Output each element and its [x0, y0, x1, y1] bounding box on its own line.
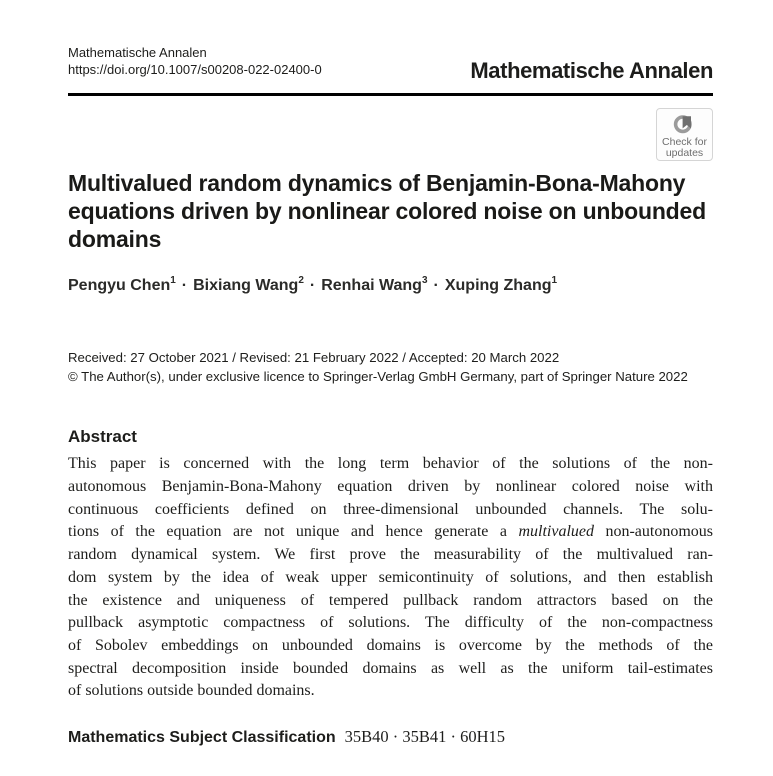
- author-name: Pengyu Chen$^1$: [68, 275, 176, 295]
- msc-line: [68, 727, 713, 747]
- article-title: Multivalued random dynamics of Benjamin-Bona-Mahony equations driven by nonlinear colored noise on unbounded domains: [68, 170, 706, 252]
- abstract-line: random dynamical system. We first prove the measurability of the multivalued ran-: [68, 546, 713, 564]
- abstract-line: pullback asymptotic compactness of solutions. The difficulty of the non-compactness: [68, 614, 713, 632]
- authors-line: [68, 271, 713, 297]
- affiliation-mark: 2: [298, 275, 304, 286]
- author-separator: ·: [181, 277, 188, 295]
- abstract-line: This paper is concerned with the long term behavior of the solutions of the non-: [68, 455, 713, 473]
- header-left: [68, 44, 322, 78]
- page-content: [68, 44, 713, 747]
- badge-row: [68, 108, 713, 161]
- doi-link[interactable]: https://doi.org/10.1007/s00208-022-02400-0: [68, 62, 322, 77]
- msc-label: Mathematics Subject Classification: [68, 729, 336, 747]
- author-separator: ·: [433, 277, 439, 295]
- abstract-line: tions of the equation are not unique and hence generate a multivalued non-autonomous: [68, 523, 714, 541]
- author-name: Xuping Zhang$^1$: [444, 275, 558, 295]
- affiliation-mark: 3: [421, 275, 428, 286]
- copyright-line: © The Author(s), under exclusive licence to Springer-Verlag GmbH Germany, part of Springer Nature 2022: [68, 368, 688, 384]
- abstract-line: of solutions outside bounded domains.: [68, 682, 315, 700]
- received-revised-accepted: Received: 27 October 2021 / Revised: 21 February 2022 / Accepted: 20 March 2022: [68, 350, 560, 366]
- badge-label: Check for updates: [662, 135, 707, 159]
- affiliation-mark: 1: [170, 275, 176, 286]
- abstract-line: dom system by the idea of weak upper semicontinuity of solutions, and then establish: [68, 568, 713, 586]
- author-separator: ·: [309, 277, 316, 295]
- header-divider-rule: [68, 93, 713, 96]
- abstract-line: of Sobolev embeddings on unbounded domains is overcome by the methods of the: [68, 636, 713, 654]
- abstract-line: continuous coefficients defined on three-dimensional unbounded channels. The solu-: [68, 500, 713, 518]
- crossmark-icon: [672, 112, 697, 136]
- check-for-updates-badge[interactable]: [656, 108, 713, 161]
- journal-name-small: Mathematische Annalen: [68, 45, 207, 60]
- abstract-line: autonomous Benjamin-Bona-Mahony equation driven by nonlinear colored noise with: [68, 478, 713, 496]
- author-name: Renhai Wang$^3$: [321, 275, 428, 295]
- author-name: Bixiang Wang$^2$: [193, 275, 304, 295]
- page-header: [68, 44, 713, 83]
- abstract-heading: Abstract: [68, 427, 137, 447]
- article-history: [68, 349, 713, 386]
- abstract-line: spectral decomposition inside bounded domains as well as the uniform tail-estimates: [68, 659, 713, 677]
- abstract-body: [68, 453, 713, 703]
- affiliation-mark: 1: [551, 275, 558, 286]
- msc-values: 35B40 · 35B41 · 60H15: [344, 727, 506, 747]
- journal-masthead: Mathematische Annalen: [470, 58, 713, 83]
- abstract-line: the existence and uniqueness of tempered pullback random attractors based on the: [68, 591, 713, 609]
